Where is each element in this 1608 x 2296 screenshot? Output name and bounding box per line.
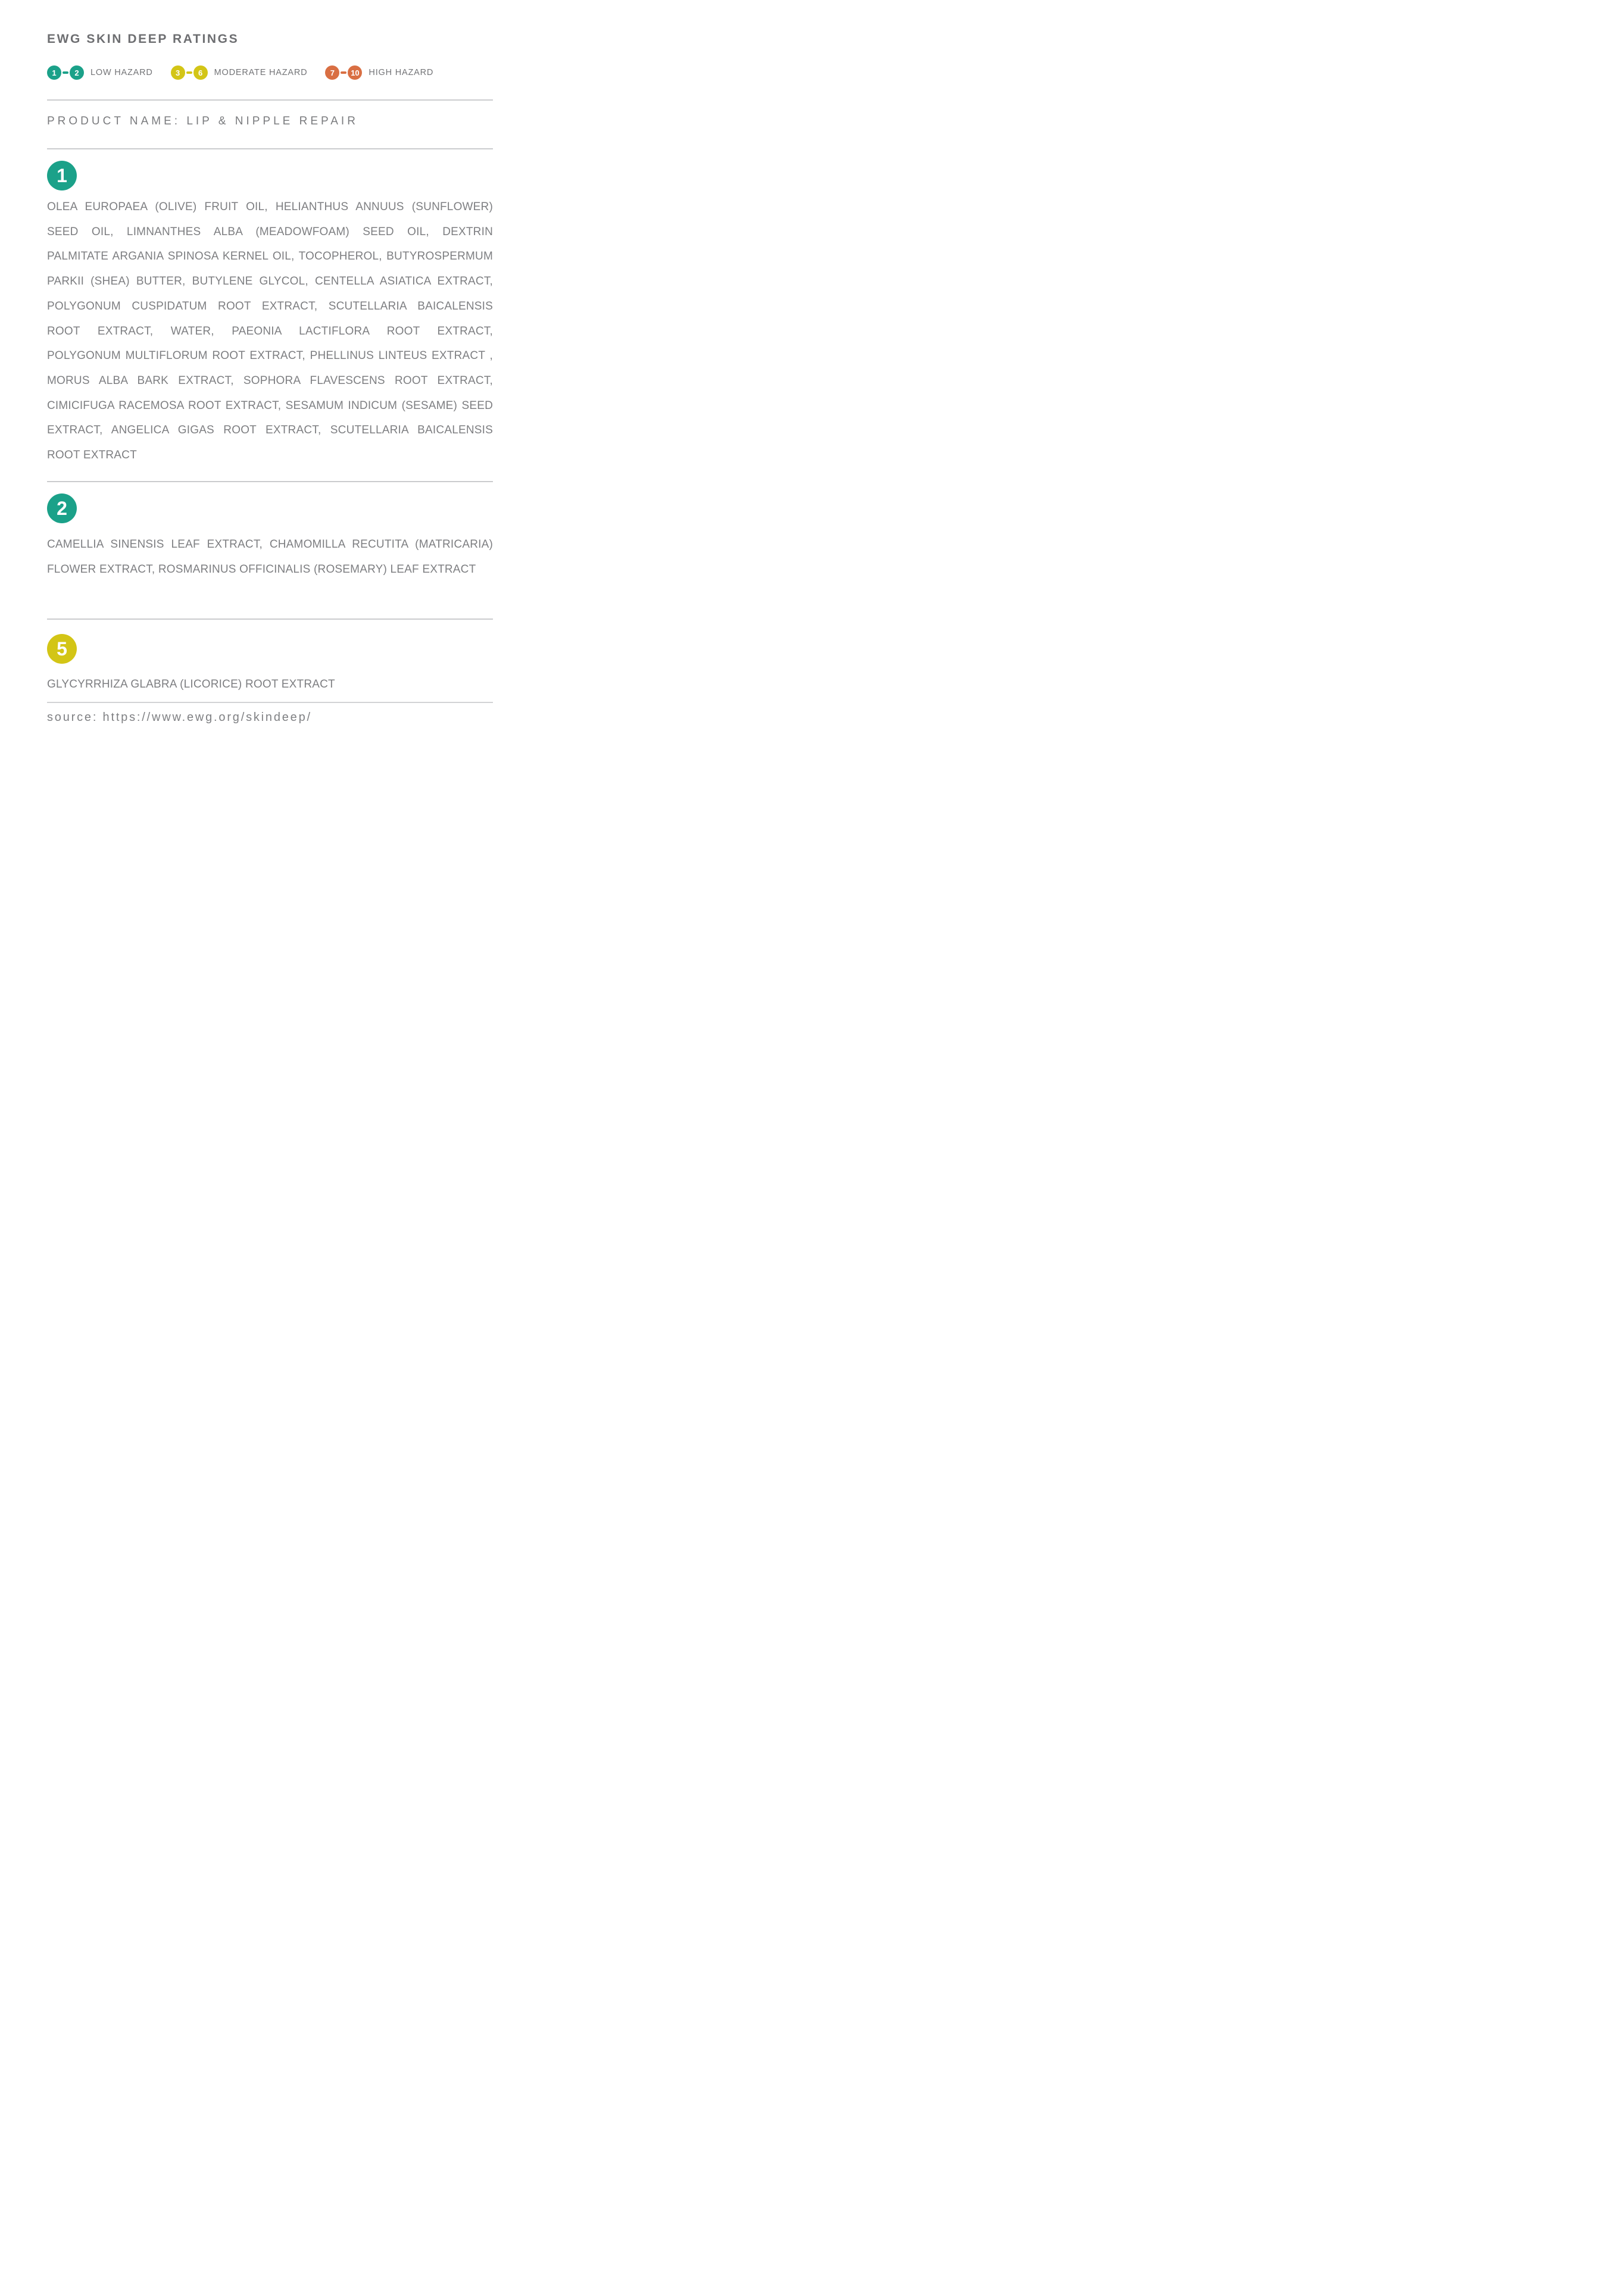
product-name: PRODUCT NAME: LIP & NIPPLE REPAIR	[47, 115, 358, 127]
ingredient-line: POLYGONUM MULTIFLORUM ROOT EXTRACT, PHELLINUS LINTEUS EXTRACT ,	[47, 349, 493, 363]
ingredient-line: FLOWER EXTRACT, ROSMARINUS OFFICINALIS (ROSEMARY) LEAF EXTRACT	[47, 563, 476, 576]
rating-badge-1: 1	[47, 161, 77, 190]
ingredient-line: PARKII (SHEA) BUTTER, BUTYLENE GLYCOL, CENTELLA ASIATICA EXTRACT,	[47, 275, 493, 288]
ingredient-line: SEED OIL, LIMNANTHES ALBA (MEADOWFOAM) SEED OIL, DEXTRIN	[47, 225, 493, 238]
rating-circle-2-icon: 2	[70, 65, 84, 80]
ingredient-line: POLYGONUM CUSPIDATUM ROOT EXTRACT, SCUTELLARIA BAICALENSIS	[47, 299, 493, 313]
legend-item-moderate-hazard	[171, 65, 308, 80]
ingredient-line: CAMELLIA SINENSIS LEAF EXTRACT, CHAMOMILLA RECUTITA (MATRICARIA)	[47, 538, 493, 551]
ingredient-line: ROOT EXTRACT, WATER, PAEONIA LACTIFLORA ROOT EXTRACT,	[47, 324, 493, 338]
ingredient-line: MORUS ALBA BARK EXTRACT, SOPHORA FLAVESCENS ROOT EXTRACT,	[47, 374, 493, 387]
range-dash-icon	[63, 71, 68, 74]
rating-badge-5: 5	[47, 634, 77, 664]
divider	[47, 702, 493, 703]
legend-label-low: LOW HAZARD	[90, 68, 153, 77]
divider	[47, 618, 493, 620]
rating-circle-3-icon: 3	[171, 65, 185, 80]
legend-item-low-hazard	[47, 65, 153, 80]
rating-circle-1-icon: 1	[47, 65, 61, 80]
page-title: EWG SKIN DEEP RATINGS	[47, 32, 239, 46]
ingredient-line: GLYCYRRHIZA GLABRA (LICORICE) ROOT EXTRACT	[47, 678, 335, 691]
source-text: source: https://www.ewg.org/skindeep/	[47, 711, 312, 724]
divider	[47, 481, 493, 482]
ingredient-line: OLEA EUROPAEA (OLIVE) FRUIT OIL, HELIANTHUS ANNUUS (SUNFLOWER)	[47, 201, 493, 213]
rating-circle-10-icon: 10	[348, 65, 362, 80]
divider	[47, 148, 493, 149]
rating-circle-6-icon: 6	[193, 65, 208, 80]
legend-label-moderate: MODERATE HAZARD	[214, 68, 308, 77]
rating-circle-7-icon: 7	[325, 65, 339, 80]
hazard-legend	[47, 65, 493, 80]
ingredient-list-rating-2	[47, 532, 493, 582]
rating-badge-2: 2	[47, 493, 77, 523]
legend-label-high: HIGH HAZARD	[369, 68, 434, 77]
ingredient-line: CIMICIFUGA RACEMOSA ROOT EXTRACT, SESAMUM INDICUM (SESAME) SEED	[47, 399, 493, 412]
ingredient-list-rating-1	[47, 195, 493, 468]
ingredient-line: PALMITATE ARGANIA SPINOSA KERNEL OIL, TOCOPHEROL, BUTYROSPERMUM	[47, 250, 493, 263]
legend-item-high-hazard	[325, 65, 433, 80]
range-dash-icon	[341, 71, 346, 74]
ewg-ratings-page	[0, 0, 536, 766]
ingredient-list-rating-5	[47, 672, 493, 697]
ingredient-line: EXTRACT, ANGELICA GIGAS ROOT EXTRACT, SCUTELLARIA BAICALENSIS	[47, 424, 493, 437]
ingredient-line: ROOT EXTRACT	[47, 449, 137, 462]
range-dash-icon	[186, 71, 192, 74]
divider	[47, 99, 493, 101]
